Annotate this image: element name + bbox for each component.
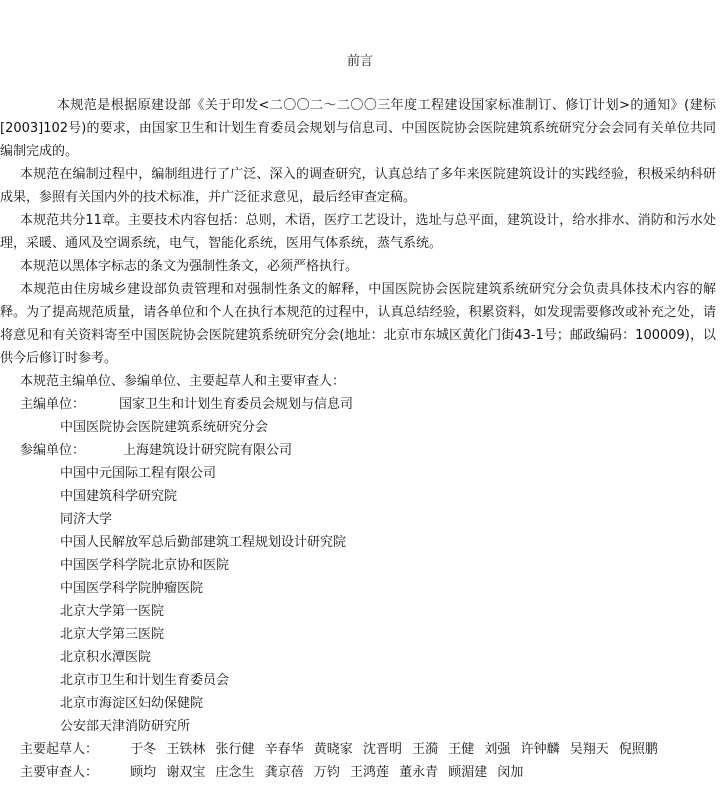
drafters-list xyxy=(126,742,664,757)
participating-unit-row xyxy=(0,669,716,692)
paragraph-basis: 本规范是根据原建设部《关于印发<二〇〇二～二〇〇三年度工程建设国家标准制订、修订计划>的通知》(建标[2003]102号)的要求，由国家卫生和计划生育委员会规划与信息司、中国医院协会医院建筑系统研究分会会同有关单位共同编制完成的。 xyxy=(0,98,716,159)
reviewers-list xyxy=(126,765,529,780)
participating-unit-row xyxy=(0,623,716,646)
paragraph-management: 本规范由住房城乡建设部负责管理和对强制性条文的解释，中国医院协会医院建筑系统研究分会负责具体技术内容的解释。为了提高规范质量，请各单位和个人在执行本规范的过程中，认真总结经验，积累资料，如发现需要修改或补充之处，请将意见和有关资料寄至中国医院协会医院建筑系统研究分会(地址：北京市东城区黄化门街43-1号；邮政编码：100009)，以供今后修订时参考。 xyxy=(0,282,716,366)
reviewers-label: 主要审查人： xyxy=(20,765,99,780)
reviewer-name: 谢双宝 xyxy=(166,765,206,780)
participating-unit: 中国建筑科学研究院 xyxy=(60,489,178,504)
drafter-name: 倪照鹏 xyxy=(618,742,658,757)
drafter-name: 许钟麟 xyxy=(520,742,560,757)
participating-unit-row xyxy=(0,646,716,669)
participating-unit-row xyxy=(0,439,716,462)
document-body xyxy=(0,94,716,784)
participating-unit-row xyxy=(0,577,716,600)
chief-unit: 国家卫生和计划生育委员会规划与信息司 xyxy=(119,397,354,412)
drafter-name: 黄晓家 xyxy=(313,742,353,757)
participating-unit: 北京市海淀区妇幼保健院 xyxy=(60,696,204,711)
participating-unit-row xyxy=(0,531,716,554)
chief-label: 主编单位： xyxy=(20,397,86,412)
participating-unit: 中国医学科学院肿瘤医院 xyxy=(60,581,204,596)
drafter-name: 王健 xyxy=(448,742,475,757)
paragraph-mandatory: 本规范以黑体字标志的条文为强制性条文，必须严格执行。 xyxy=(20,259,359,274)
drafter-name: 刘强 xyxy=(484,742,511,757)
participating-unit: 同济大学 xyxy=(60,512,113,527)
drafter-name: 于冬 xyxy=(130,742,157,757)
paragraph-contents: 本规范共分11章。主要技术内容包括：总则，术语，医疗工艺设计，选址与总平面，建筑设计，给水排水、消防和污水处理，采暖、通风及空调系统，电气，智能化系统，医用气体系统，蒸气系统。 xyxy=(0,213,716,251)
reviewer-name: 庄念生 xyxy=(215,765,255,780)
reviewers-row xyxy=(0,761,716,784)
participating-unit-row xyxy=(0,600,716,623)
reviewer-name: 董永青 xyxy=(399,765,439,780)
participating-unit: 北京大学第一医院 xyxy=(60,604,165,619)
participating-unit: 北京市卫生和计划生育委员会 xyxy=(60,673,230,688)
drafters-row xyxy=(0,738,716,761)
chief-unit: 中国医院协会医院建筑系统研究分会 xyxy=(60,420,269,435)
drafter-name: 王铁林 xyxy=(166,742,206,757)
drafter-name: 沈晋明 xyxy=(362,742,402,757)
drafter-name: 王漪 xyxy=(412,742,439,757)
participating-unit: 上海建筑设计研究院有限公司 xyxy=(123,443,293,458)
participating-unit: 中国中元国际工程有限公司 xyxy=(60,466,217,481)
paragraph-process: 本规范在编制过程中，编制组进行了广泛、深入的调查研究，认真总结了多年来医院建筑设计的实践经验，积极采纳科研成果，参照有关国内外的技术标准，并广泛征求意见，最后经审查定稿。 xyxy=(0,167,716,205)
reviewer-name: 顾湄建 xyxy=(448,765,488,780)
participating-unit-row xyxy=(0,462,716,485)
reviewer-name: 万钧 xyxy=(313,765,340,780)
intro-line: 本规范主编单位、参编单位、主要起草人和主要审查人： xyxy=(20,374,346,389)
participating-unit: 中国人民解放军总后勤部建筑工程规划设计研究院 xyxy=(60,535,347,550)
participating-unit: 公安部天津消防研究所 xyxy=(60,719,191,734)
drafter-name: 吴翔天 xyxy=(569,742,609,757)
drafter-name: 张行健 xyxy=(215,742,255,757)
reviewer-name: 龚京蓓 xyxy=(264,765,304,780)
participating-unit-row xyxy=(0,508,716,531)
reviewer-name: 顾均 xyxy=(130,765,157,780)
participating-unit-row xyxy=(0,715,716,738)
participating-unit-row xyxy=(0,485,716,508)
participating-unit: 北京大学第三医院 xyxy=(60,627,165,642)
reviewer-name: 王鸿莲 xyxy=(349,765,389,780)
participating-unit: 北京积水潭医院 xyxy=(60,650,152,665)
drafters-label: 主要起草人： xyxy=(20,742,99,757)
drafter-name: 辛春华 xyxy=(264,742,304,757)
chief-unit-row xyxy=(0,393,716,416)
participating-label: 参编单位： xyxy=(20,443,86,458)
reviewer-name: 闵加 xyxy=(497,765,524,780)
participating-unit-row xyxy=(0,554,716,577)
participating-unit-row xyxy=(0,692,716,715)
participating-unit: 中国医学科学院北京协和医院 xyxy=(60,558,230,573)
chief-unit-row xyxy=(0,416,716,439)
page-title: 前言 xyxy=(346,54,373,69)
